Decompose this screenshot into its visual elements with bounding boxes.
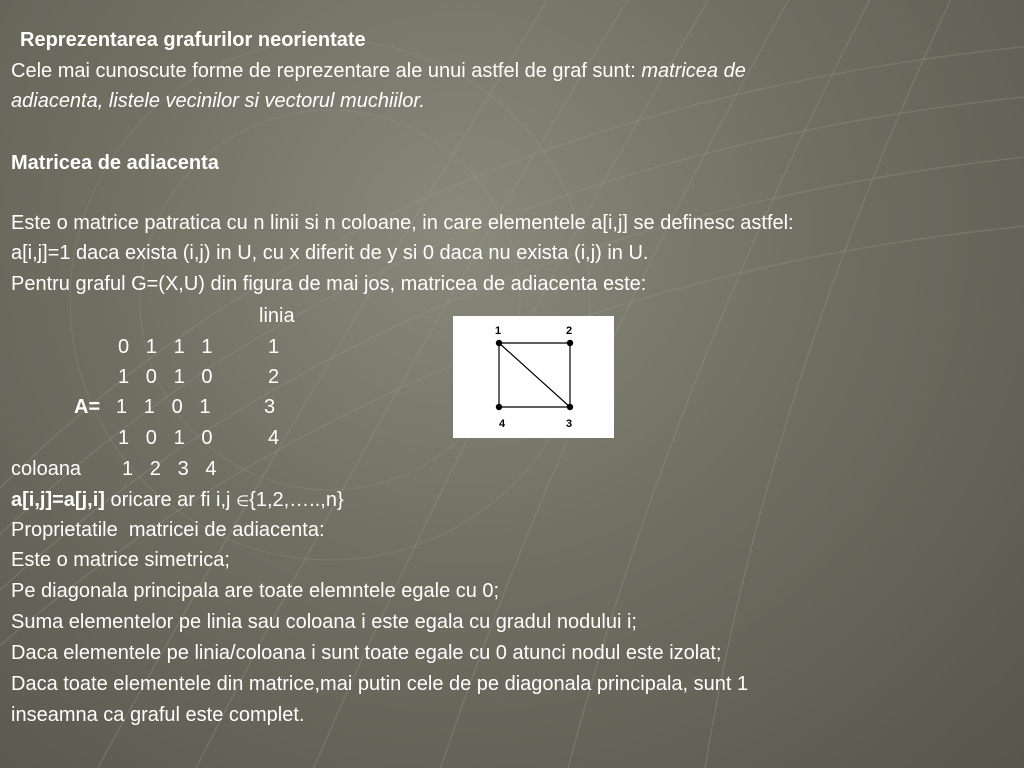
element-of-symbol: ∈ — [236, 493, 250, 510]
intro-text: Cele mai cunoscute forme de reprezentare ale unui astfel de graf sunt: — [11, 60, 642, 82]
property-item: Daca toate elementele din matrice,mai putin cele de pe diagonala principala, sunt 1 — [11, 673, 749, 695]
property-item: Pe diagonala principala are toate elemntele egale cu 0; — [11, 580, 500, 602]
section-heading: Matricea de adiacenta — [11, 152, 219, 174]
node-label-2: 2 — [566, 325, 573, 337]
property-item: Este o matrice simetrica; — [11, 549, 230, 571]
node-3 — [567, 404, 573, 410]
node-label-3: 3 — [566, 418, 573, 430]
intro-italic-text-1: matricea de — [641, 60, 746, 82]
slide-title: Reprezentarea grafurilor neorientate — [20, 29, 366, 51]
node-label-1: 1 — [495, 325, 502, 337]
intro-line-1 — [11, 61, 746, 81]
matrix-row-3-label: 3 — [264, 396, 276, 418]
matrix-row-3-values: 1 1 0 1 — [116, 396, 211, 418]
matrix-row-4-label: 4 — [268, 427, 280, 449]
matrix-linia-label: linia — [259, 305, 295, 327]
matrix-name-label: A= — [74, 396, 101, 418]
symmetry-set: {1,2,…..,n} — [249, 489, 344, 511]
matrix-row-1-values: 0 1 1 1 — [118, 336, 213, 358]
definition-line-1: Este o matrice patratica cu n linii si n coloane, in care elementele a[i,j] se definesc astfel: — [11, 212, 794, 234]
edge-1-3 — [499, 343, 570, 407]
intro-italic-text-2: adiacenta, listele vecinilor si vectorul muchiilor. — [11, 90, 425, 112]
matrix-row-2-values: 1 0 1 0 — [118, 366, 213, 388]
node-1 — [496, 340, 502, 346]
node-2 — [567, 340, 573, 346]
symmetry-line — [11, 490, 344, 510]
property-item: inseamna ca graful este complet. — [11, 704, 305, 726]
matrix-row-1-label: 1 — [268, 336, 280, 358]
definition-line-2: a[i,j]=1 daca exista (i,j) in U, cu x diferit de y si 0 daca nu exista (i,j) in U. — [11, 242, 649, 264]
definition-line-3: Pentru graful G=(X,U) din figura de mai jos, matricea de adiacenta este: — [11, 273, 647, 295]
property-item: Daca elementele pe linia/coloana i sunt toate egale cu 0 atunci nodul este izolat; — [11, 642, 722, 664]
property-item: Suma elementelor pe linia sau coloana i este egala cu gradul nodului i; — [11, 611, 637, 633]
properties-heading: Proprietatile matricei de adiacenta: — [11, 519, 325, 541]
matrix-row-2-label: 2 — [268, 366, 280, 388]
graph-svg — [453, 316, 614, 438]
node-label-4: 4 — [499, 418, 506, 430]
node-4 — [496, 404, 502, 410]
graph-figure — [453, 316, 614, 438]
matrix-row-4-values: 1 0 1 0 — [118, 427, 213, 449]
symmetry-formula: a[i,j]=a[j,i] — [11, 489, 105, 511]
matrix-coloana-label: coloana — [11, 458, 82, 480]
matrix-column-numbers: 1 2 3 4 — [122, 458, 217, 480]
symmetry-text: oricare ar fi i,j — [104, 489, 237, 511]
